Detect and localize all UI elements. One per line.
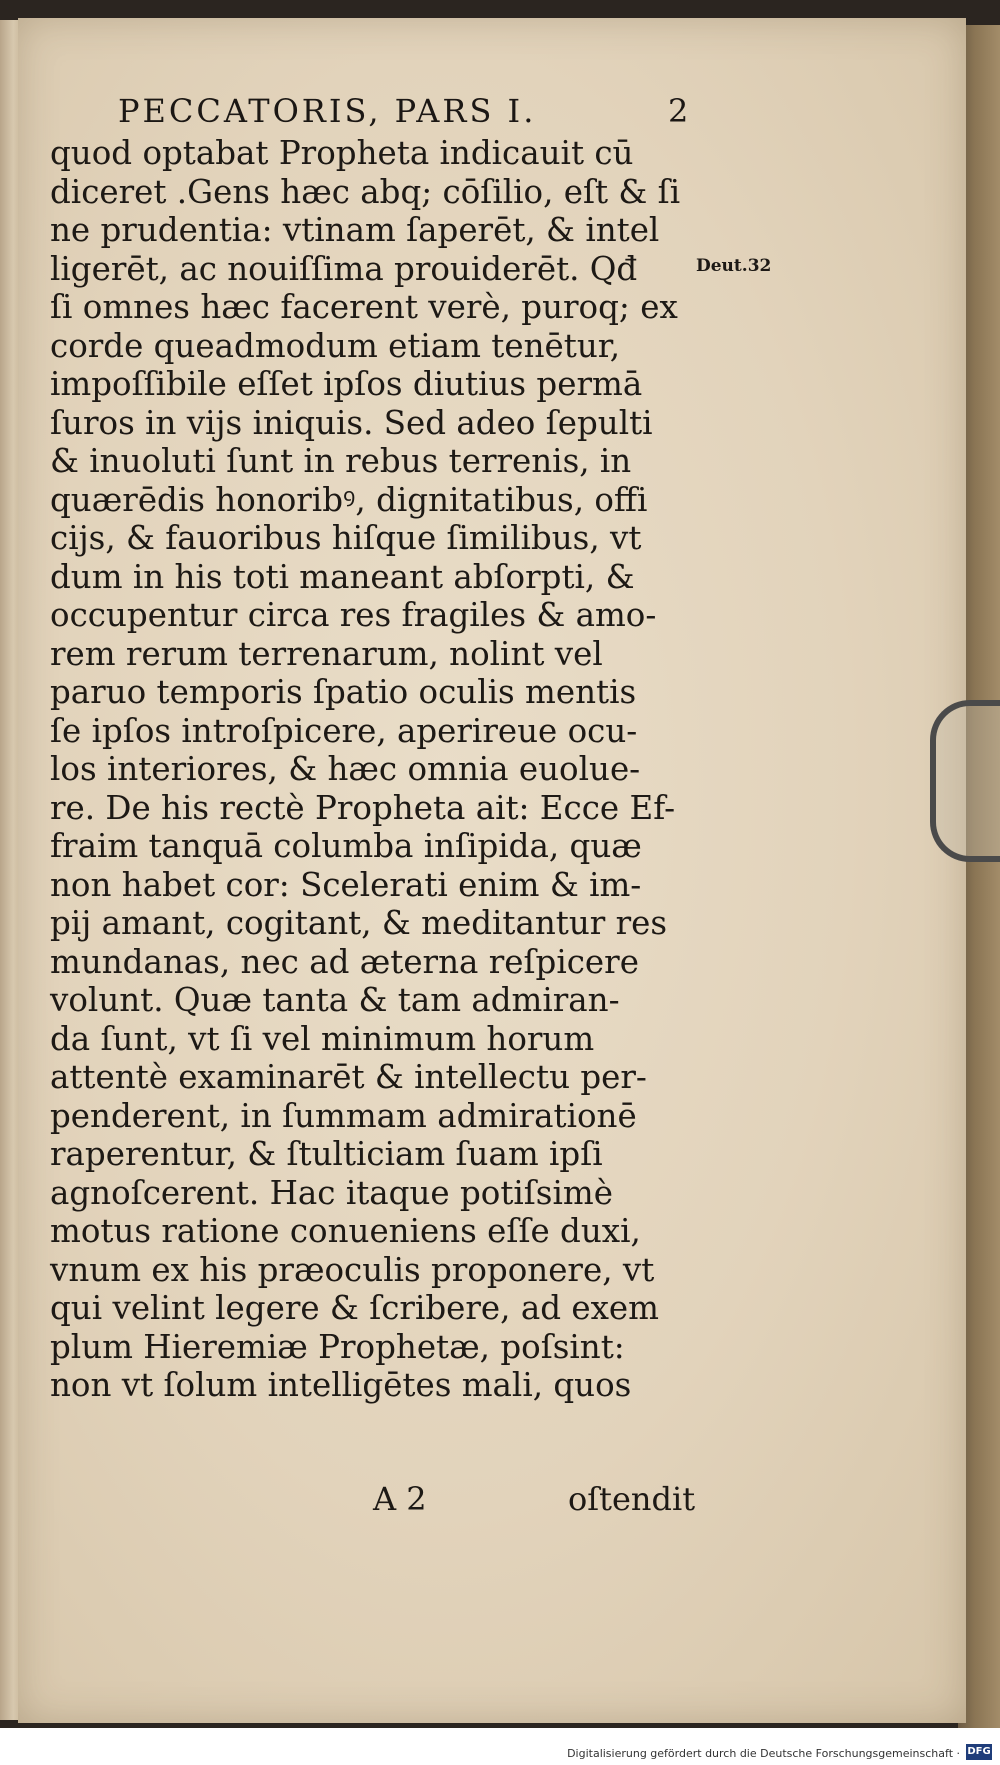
- text-line: re. De his rectè Propheta ait: Ecce Ef-: [50, 788, 676, 827]
- text-line: raperentur, & ſtulticiam ſuam ipſi: [50, 1135, 603, 1173]
- text-line: diceret .Gens hæc abq; cōſilio, eſt & ſi: [50, 172, 681, 211]
- text-line: qui velint legere & ſcribere, ad exem: [50, 1289, 659, 1327]
- text-line: rem rerum terrenarum, nolint vel: [50, 634, 603, 673]
- text-line: impoſſibile eſſet ipſos diutius permā: [50, 365, 643, 403]
- page-number: 2: [668, 92, 692, 130]
- text-line: penderent, in ſummam admirationē: [50, 1096, 637, 1135]
- text-line: dum in his toti maneant abſorpti, &: [50, 557, 635, 596]
- text-line: ligerēt, ac nouiſſima prouiderēt. Qđ: [50, 249, 638, 288]
- running-title: PECCATORIS, PARS I.: [118, 92, 537, 130]
- signature-mark: A 2: [373, 1480, 427, 1518]
- text-line: plum Hieremiæ Prophetæ, poſsint:: [50, 1327, 625, 1366]
- catchword: oſtendit: [568, 1480, 696, 1518]
- running-header: [118, 92, 698, 132]
- text-line: ſi omnes hæc facerent verè, puroq; ex: [50, 288, 678, 326]
- text-line: quærēdis honoribꝰ, dignitatibus, offi: [50, 480, 648, 519]
- text-line: attentè examinarēt & intellectu per-: [50, 1058, 647, 1096]
- text-line: motus ratione conueniens eſſe duxi,: [50, 1212, 641, 1250]
- text-line: cijs, & fauoribus hiſque ſimilibus, vt: [50, 519, 642, 557]
- text-line: pij amant, cogitant, & meditantur res: [50, 904, 668, 942]
- body-text: [50, 134, 710, 1405]
- text-line: fraim tanquā columba inſipida, quæ: [50, 827, 642, 865]
- text-line: mundanas, nec ad æterna reſpicere: [50, 942, 639, 981]
- text-line: & inuoluti ſunt in rebus terrenis, in: [50, 442, 632, 480]
- text-line: ne prudentia: vtinam ſaperēt, & intel: [50, 211, 660, 249]
- page-clip: [930, 700, 1000, 862]
- text-line: volunt. Quæ tanta & tam admiran-: [50, 981, 620, 1019]
- page-footer: [0, 1480, 720, 1520]
- text-line: non vt ſolum intelligētes mali, quos: [50, 1366, 632, 1404]
- text-line: agnoſcerent. Hac itaque potiſsimè: [50, 1173, 613, 1212]
- text-line: non habet cor: Scelerati enim & im-: [50, 865, 642, 904]
- text-line: paruo temporis ſpatio oculis mentis: [50, 673, 637, 711]
- digitization-credit: Digitalisierung gefördert durch die Deutsche Forschungsgemeinschaft ·: [567, 1747, 960, 1760]
- margin-note: Deut.32: [696, 256, 772, 276]
- text-line: ſe ipſos introſpicere, aperireue ocu-: [50, 711, 638, 750]
- text-line: corde queadmodum etiam tenētur,: [50, 326, 621, 365]
- text-line: quod optabat Propheta indicauit cū: [50, 134, 634, 172]
- text-line: los interiores, & hæc omnia euolue-: [50, 750, 641, 788]
- text-line: ſuros in vijs iniquis. Sed adeo ſepulti: [50, 403, 653, 442]
- text-line: occupentur circa res fragiles & amo-: [50, 596, 657, 634]
- dfg-logo: DFG: [966, 1744, 992, 1760]
- text-line: vnum ex his præoculis proponere, vt: [50, 1250, 655, 1289]
- text-line: da ſunt, vt ſi vel minimum horum: [50, 1019, 595, 1058]
